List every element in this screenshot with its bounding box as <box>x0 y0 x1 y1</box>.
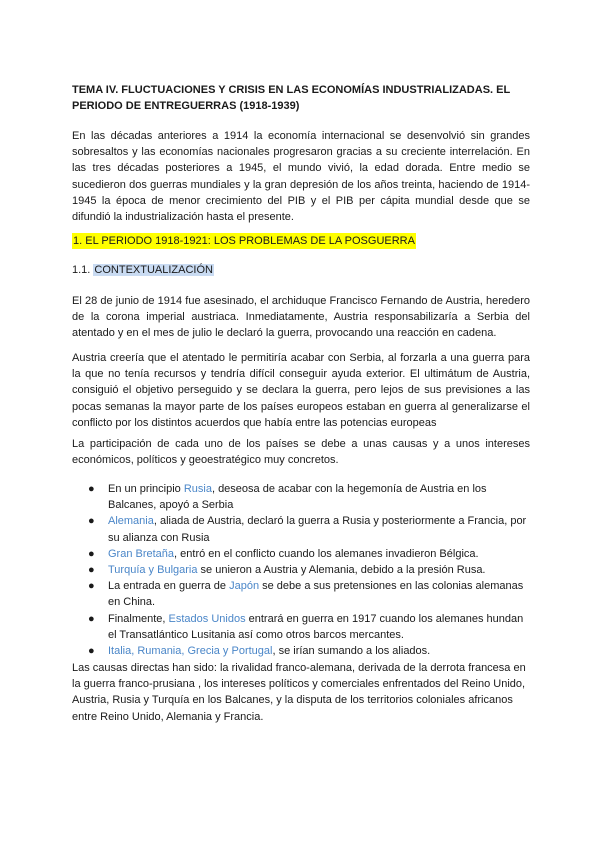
section-heading-1: 1. EL PERIODO 1918-1921: LOS PROBLEMAS DE LA POSGUERRA <box>73 235 415 247</box>
bullet-icon: ● <box>88 645 95 658</box>
country-link[interactable]: Italia, Rumania, Grecia y Portugal <box>108 645 273 658</box>
paragraph-austria: Austria creería que el atentado le permitiría acabar con Serbia, al forzarla a una guerra para la que no tenía recursos y tendría difícil conseguir ayuda exterior. El ultimátum de Austria, consiguió el objetivo perseguido y se declara la guerra, pero lejos de sus previsiones a las pocas semanas la mayor parte de los países europeos estaban en guerra al generalizarse el conflicto por los distintos acuerdos que había entre las potencias europeas <box>72 352 530 429</box>
list-item-text: , entró en el conflicto cuando los alemanes invadieron Bélgica. <box>174 547 479 560</box>
list-item-text: , se irían sumando a los aliados. <box>272 645 431 658</box>
list-item-text: se unieron a Austria y Alemania, debido a la presión Rusa. <box>197 564 486 577</box>
list-item <box>72 481 532 513</box>
list-item <box>72 578 532 610</box>
list-item-text: se debe a sus pretensiones en las colonias alemanas en China. <box>108 580 524 609</box>
bullet-icon: ● <box>88 547 95 560</box>
paragraph-causes: Las causas directas han sido: la rivalidad franco-alemana, derivada de la derrota francesa en la guerra franco-prusiana , los intereses políticos y comerciales enfrentados del Reino Unido, Austria, Rusia y Turquía en los Balcanes, y la disputa de los territorios coloniales africanos entre Reino Unido, Alemania y Francia. <box>72 662 526 723</box>
list-item-text: Finalmente, <box>108 612 169 625</box>
list-item <box>72 643 532 659</box>
bullet-icon: ● <box>88 580 95 593</box>
bullet-icon: ● <box>88 483 95 495</box>
subsection-label: CONTEXTUALIZACIÓN <box>94 264 213 276</box>
list-item-text: En un principio <box>108 483 184 495</box>
subsection-number: 1.1. <box>72 264 91 276</box>
subsection-heading <box>72 262 214 278</box>
intro-paragraph: En las décadas anteriores a 1914 la economía internacional se desenvolvió sin grandes sobresaltos y las economías nacionales progresaron gracias a su creciente interrelación. En las tres décadas posteriores a 1945, el mundo vivió, la edad dorada. Entre medio se sucedieron dos guerras mundiales y la gran depresión de los años treinta, haciendo de 1914-1945 la época de menor crecimiento del PIB y el PIB per cápita mundial desde que se difundió la industrialización hasta el presente. <box>72 130 530 224</box>
paragraph-participation: La participación de cada uno de los países se debe a unas causas y a unos intereses económicos, políticos y geoestratégico muy concretos. <box>72 438 530 467</box>
bullet-icon: ● <box>88 564 95 577</box>
country-link[interactable]: Estados Unidos <box>168 612 246 625</box>
country-link[interactable]: Rusia <box>183 483 212 495</box>
list-item <box>72 513 532 545</box>
country-link[interactable]: Turquía y Bulgaria <box>108 564 198 577</box>
country-link[interactable]: Gran Bretaña <box>108 547 175 560</box>
list-item <box>72 562 532 578</box>
paragraph-assassination: El 28 de junio de 1914 fue asesinado, el archiduque Francisco Fernando de Austria, heredero de la corona imperial austriaca. Inmediatamente, Austria responsabilizaría a Serbia del atentado y en el mes de julio le declaró la guerra, provocando una reacción en cadena. <box>72 295 530 340</box>
country-link[interactable]: Alemania <box>108 515 154 528</box>
list-item <box>72 611 532 643</box>
bullet-icon: ● <box>88 515 95 528</box>
bullet-icon: ● <box>88 612 95 625</box>
list-item <box>72 546 532 562</box>
countries-list <box>72 481 532 659</box>
list-item-text: La entrada en guerra de <box>108 580 230 593</box>
list-item-text: , deseosa de acabar con la hegemonía de Austria en los Balcanes, apoyó a Serbia <box>108 483 487 512</box>
list-item-text: , aliada de Austria, declaró la guerra a Rusia y posteriormente a Francia, por su alianza con Rusia <box>108 515 527 544</box>
list-item-text: entrará en guerra en 1917 cuando los alemanes hundan el Transatlántico Lusitania así como otros barcos mercantes. <box>108 612 524 641</box>
country-link[interactable]: Japón <box>229 580 260 593</box>
document-title: TEMA IV. FLUCTUACIONES Y CRISIS EN LAS ECONOMÍAS INDUSTRIALIZADAS. EL PERIODO DE ENTREGUERRAS (1918-1939) <box>72 84 511 112</box>
